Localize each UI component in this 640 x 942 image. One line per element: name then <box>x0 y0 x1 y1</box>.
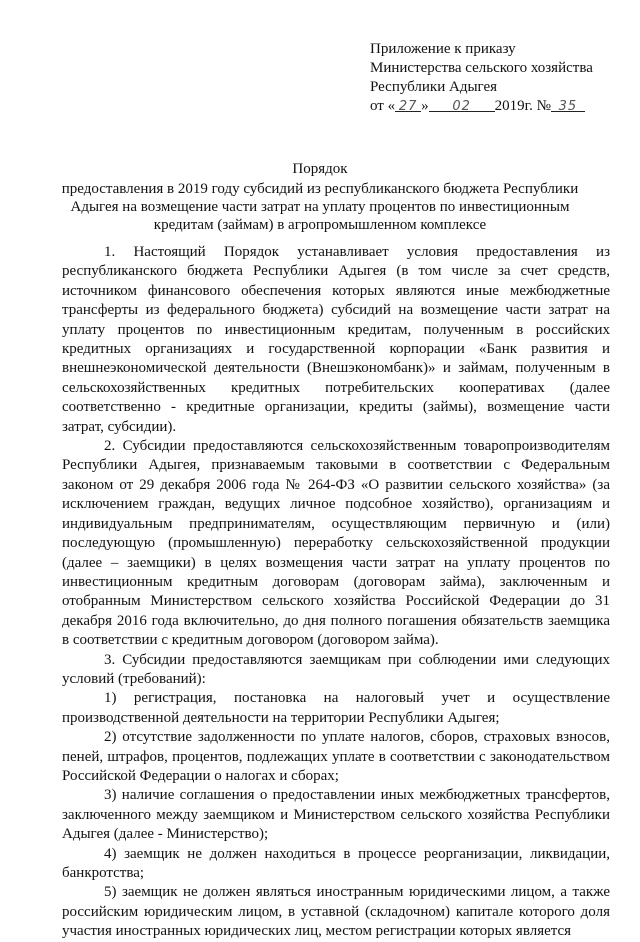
header-line-2: Министерства сельского хозяйства <box>370 60 593 76</box>
condition-2: 2) отсутствие задолженности по уплате налогов, сборов, страховых взносов, пеней, штрафов, процентов, подлежащих уплате в соответствии с законодательством Российской Федерации о налогах и сборах; <box>62 729 610 784</box>
order-number-handwritten: 35 <box>558 99 578 114</box>
date-day-close: » <box>421 98 429 114</box>
document-body <box>62 243 610 942</box>
condition-1: 1) регистрация, постановка на налоговый учет и осуществление производственной деятельности на территории Республики Адыгея; <box>62 690 610 726</box>
order-appendix-header <box>370 40 630 116</box>
order-number-field <box>551 97 585 112</box>
document-title <box>40 160 600 234</box>
title-heading: Порядок <box>292 161 348 177</box>
condition-4: 4) заемщик не должен находиться в процессе реорганизации, ликвидации, банкротства; <box>62 845 610 881</box>
title-subtitle: предоставления в 2019 году субсидий из республиканского бюджета Республики Адыгея на возмещение части затрат на уплату процентов по инвестиционным кредитам (займам) в агропромышленном комплексе <box>61 181 579 233</box>
paragraph-2: 2. Субсидии предоставляются сельскохозяйственным товаропроизводителям Республики Адыгея, признаваемым таковыми в соответствии с Федеральным законом от 29 декабря 2006 года № 264-ФЗ «О развитии сельского хозяйства» (за исключением граждан, ведущих личное подсобное хозяйство), организациям и индивидуальным предпринимателям, осуществляющим первичную и (или) последующую (промышленную) переработку сельскохозяйственной продукции (далее – заемщики) в целях возмещения части затрат на уплату процентов по инвестиционным кредитным договорам (договорам займа), заключенным и отобранным Министерством сельского хозяйства Российской Федерации до 31 декабря 2016 года включительно, до дня полного погашения обязательств заемщика в соответствии с кредитным договором (договором займа). <box>62 438 610 649</box>
condition-5: 5) заемщик не должен являться иностранным юридическими лицом, а также российским юридическим лицом, в уставной (складочном) капитале которого доля участия иностранных юридических лиц, местом регистрации которых является <box>62 884 610 940</box>
date-day-handwritten: 27 <box>398 99 418 114</box>
date-month-field <box>429 97 495 112</box>
paragraph-3: 3. Субсидии предоставляются заемщикам при соблюдении ими следующих условий (требований): <box>62 651 610 687</box>
date-year-text: 2019г. № <box>494 98 551 114</box>
header-line-1: Приложение к приказу <box>370 41 516 57</box>
date-month-handwritten: 02 <box>452 99 471 114</box>
date-day-field <box>395 97 421 112</box>
date-prefix: от « <box>370 98 396 114</box>
header-line-3: Республики Адыгея <box>370 79 498 95</box>
condition-3: 3) наличие соглашения о предоставлении иных межбюджетных трансфертов, заключенного между заемщиком и Министерством сельского хозяйства Республики Адыгея (далее - Министерство); <box>62 787 610 843</box>
paragraph-1: 1. Настоящий Порядок устанавливает условия предоставления из республиканского бюджета Республики Адыгея (в том числе за счет средств, источником финансового обеспечения которых являются иные межбюджетные трансферты из федерального бюджета) субсидий на возмещение части затрат на уплату процентов по инвестиционным кредитам, полученным в российских кредитных организациях и государственной корпорации «Банк развития и внешнеэкономической деятельности (Внешэкономбанк)» и займам, полученным в сельскохозяйственных кредитных потребительских кооперативах (далее соответственно - кредитные организации, кредиты (займы), возмещение части затрат, субсидии). <box>62 244 610 435</box>
header-date-line <box>370 97 630 116</box>
